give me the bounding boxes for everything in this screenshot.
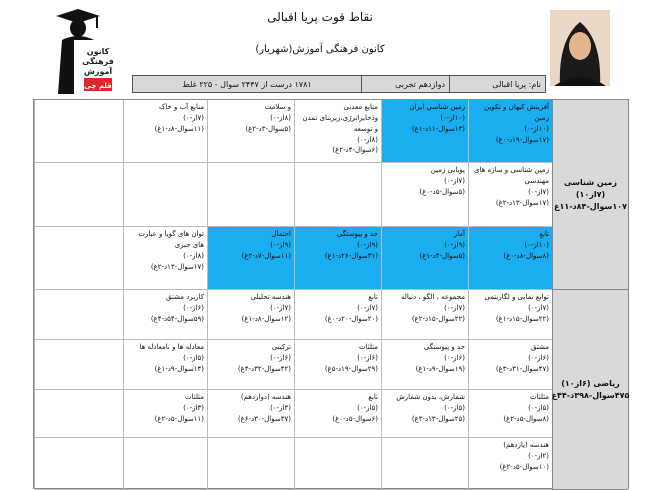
topic-stats: (۲۵سوال-۱۳د-۳غ) bbox=[411, 414, 465, 423]
topic-name: مثلثات bbox=[184, 393, 204, 401]
topic-cell bbox=[381, 227, 468, 290]
topic-rank: (۳از-۰) bbox=[183, 403, 204, 412]
topic-stats: (۲۰سوال-۲۰د-۰غ) bbox=[324, 314, 378, 323]
empty-cell bbox=[207, 438, 294, 490]
topic-name: توابع نمایی و لگاریتمی bbox=[484, 293, 549, 301]
empty-cell bbox=[34, 227, 123, 290]
score-summary: ۱۷۸۱ درست از ۲۴۴۷ سوال - ۲۲۵ غلط bbox=[182, 79, 312, 89]
topic-stats: (۲۲سوال-۱۵د-۲غ) bbox=[411, 314, 465, 323]
topic-rank: (۱۰از-۰) bbox=[524, 124, 549, 133]
topic-cell bbox=[468, 340, 552, 390]
topic-cell bbox=[468, 390, 552, 438]
topic-cell bbox=[381, 100, 468, 163]
topic-name: منابع آب و خاک bbox=[159, 103, 204, 111]
topic-name: شمارش، بدون شمارش bbox=[396, 393, 465, 401]
topic-cell bbox=[468, 100, 552, 163]
topic-name: هندسه تحلیلی bbox=[250, 293, 291, 301]
topic-cell bbox=[123, 390, 207, 438]
topic-cell bbox=[123, 100, 207, 163]
topic-cell bbox=[207, 390, 294, 438]
brand-logo bbox=[48, 6, 114, 96]
topic-stats: (۱۱سوال-۷د-۲غ) bbox=[241, 251, 291, 260]
topic-name: تابع bbox=[368, 393, 378, 401]
topic-name: مثلثات bbox=[358, 343, 378, 351]
topic-cell bbox=[123, 340, 207, 390]
topic-stats: (۱۷سوال-۱۳د-۲غ) bbox=[150, 262, 204, 271]
student-name: نام: پریا اقبالی bbox=[449, 76, 545, 92]
student-photo bbox=[550, 10, 610, 86]
topic-name: زمین شناسی ایران bbox=[409, 103, 465, 111]
student-info-bar bbox=[132, 75, 546, 93]
topic-rank: (۵از-۰) bbox=[183, 353, 204, 362]
empty-cell bbox=[123, 163, 207, 227]
topic-rank: (۱۰از-۰) bbox=[440, 113, 465, 122]
topic-name: احتمال bbox=[271, 230, 291, 238]
empty-cell bbox=[34, 100, 123, 163]
topic-stats: (۸سوال-۵د-۲غ) bbox=[503, 414, 549, 423]
topic-cell bbox=[207, 100, 294, 163]
topic-name: تابع bbox=[539, 230, 549, 238]
topic-cell bbox=[468, 438, 552, 490]
topic-name: آفرینش کیهان و تکوین زمین bbox=[484, 103, 549, 122]
topic-cell bbox=[381, 390, 468, 438]
topic-rank: (۹از-۰) bbox=[270, 240, 291, 249]
topic-stats: (۸سوال-۸د-۰غ) bbox=[503, 251, 549, 260]
topic-rank: (۷از-۰) bbox=[444, 176, 465, 185]
topic-cell bbox=[207, 227, 294, 290]
topic-cell bbox=[294, 390, 381, 438]
topic-stats: (۵سوال-۵د-۰غ) bbox=[419, 187, 465, 196]
logo-line-4: قلم چی bbox=[84, 82, 112, 90]
empty-cell bbox=[34, 340, 123, 390]
topic-rank: (۵از-۰) bbox=[528, 403, 549, 412]
empty-cell bbox=[34, 163, 123, 227]
topic-stats: (۱۷سوال-۱۳د-۲غ) bbox=[495, 198, 549, 207]
topic-name: پویایی زمین bbox=[430, 166, 465, 174]
topic-name: مثلثات bbox=[529, 393, 549, 401]
topic-stats: (۵سوال-۳د-۲غ) bbox=[245, 124, 291, 133]
topic-name: حد و پیوستگی bbox=[336, 230, 378, 238]
topic-rank: (۷از-۰) bbox=[183, 113, 204, 122]
topic-stats: (۳۷سوال-۳۰د-۶غ) bbox=[237, 414, 291, 423]
topic-stats: (۱۹سوال-۹د-۱غ) bbox=[415, 364, 465, 373]
topic-stats: (۵سوال-۴د-۱غ) bbox=[419, 251, 465, 260]
topic-stats: (۱۷سوال-۱۹د-۰غ) bbox=[495, 135, 549, 144]
topic-stats: (۳۱سوال-۲۶د-۱غ) bbox=[324, 251, 378, 260]
topic-cell bbox=[294, 290, 381, 340]
topic-name: منابع معدنی وذخایرانرژی،زیربنای تمدن و توسعه bbox=[302, 103, 378, 133]
topic-stats: (۶سوال-۵د-۰غ) bbox=[332, 414, 378, 423]
logo-line-1: کانون bbox=[86, 47, 110, 56]
topic-rank: (۸از-۰) bbox=[270, 113, 291, 122]
topic-stats: (۵۹سوال-۵۴د-۴غ) bbox=[150, 314, 204, 323]
topic-rank: (۵از-۰) bbox=[444, 403, 465, 412]
topic-rank: (۹از-۰) bbox=[444, 240, 465, 249]
topic-name: زمین شناسی و سازه های مهندسی bbox=[473, 166, 549, 185]
topic-rank: (۴از-۰) bbox=[270, 403, 291, 412]
topic-name: و سلامت bbox=[264, 103, 291, 111]
topic-rank: (۸از-۰) bbox=[183, 251, 204, 260]
topic-stats: (۱۰سوال-۵د-۲غ) bbox=[499, 462, 549, 471]
empty-cell bbox=[123, 438, 207, 490]
topic-rank: (۷از-۰) bbox=[270, 303, 291, 312]
topic-cell bbox=[381, 290, 468, 340]
topic-rank: (۶از-۰) bbox=[444, 353, 465, 362]
topic-stats: (۱۳سوال-۱۱د-۱غ) bbox=[411, 124, 465, 133]
empty-cell bbox=[294, 438, 381, 490]
topic-rank: (۷از-۰) bbox=[357, 303, 378, 312]
topic-name: تابع bbox=[368, 293, 378, 301]
topic-name: ترکیبی bbox=[271, 343, 291, 351]
topic-rank: (۷از-۰) bbox=[444, 303, 465, 312]
topic-cell bbox=[381, 163, 468, 227]
logo-line-2: فرهنگی bbox=[82, 57, 114, 66]
topic-rank: (۲از-۰) bbox=[528, 451, 549, 460]
topic-cell bbox=[468, 163, 552, 227]
topic-name: معادله ها و نامعادله ها bbox=[139, 343, 204, 351]
student-grade: دوازدهم تجربی bbox=[361, 76, 449, 92]
topic-stats: (۲۲سوال-۱۵د-۱غ) bbox=[495, 314, 549, 323]
topic-name: مجموعه ، الگو ، دنباله bbox=[400, 293, 465, 301]
topic-rank: (۱۰از-۰) bbox=[524, 240, 549, 249]
topic-name: مشتق bbox=[531, 343, 549, 351]
empty-cell bbox=[381, 438, 468, 490]
topic-cell bbox=[468, 227, 552, 290]
subject-geology: زمین شناسی (۷از۱۰) ۱۰۷سوال-۸۴د-۱۱غ bbox=[552, 100, 628, 290]
topic-name: حد و پیوستگی bbox=[423, 343, 465, 351]
topic-cell bbox=[294, 100, 381, 163]
topic-rank: (۵از-۰) bbox=[357, 403, 378, 412]
logo-line-3: آموزش bbox=[83, 67, 113, 76]
topic-rank: (۶از-۰) bbox=[357, 353, 378, 362]
topic-cell bbox=[123, 290, 207, 340]
empty-cell bbox=[207, 163, 294, 227]
empty-cell bbox=[34, 290, 123, 340]
topic-cell bbox=[294, 227, 381, 290]
topic-cell bbox=[468, 290, 552, 340]
subject-math: ریاضی (۶از۱۰) ۴۷۵سوال-۳۹۸د-۴۴غ bbox=[552, 290, 628, 490]
topic-rank: (۶از-۰) bbox=[528, 353, 549, 362]
topic-stats: (۶سوال-۴د-۲غ) bbox=[332, 146, 378, 155]
topic-rank: (۶از-۰) bbox=[183, 303, 204, 312]
topic-rank: (۶از-۰) bbox=[270, 353, 291, 362]
topic-name: کاربرد مشتق bbox=[166, 293, 204, 301]
topic-cell bbox=[294, 340, 381, 390]
topic-name: هندسه (یازدهم) bbox=[503, 441, 549, 449]
topic-cell bbox=[207, 290, 294, 340]
empty-cell bbox=[34, 438, 123, 490]
topic-stats: (۱۱سوال-۵د-۲غ) bbox=[154, 414, 204, 423]
page-subtitle: کانون فرهنگی آموزش(شهریار) bbox=[255, 44, 385, 55]
topic-stats: (۱۴سوال-۹د-۱غ) bbox=[154, 364, 204, 373]
topic-stats: (۴۲سوال-۳۲د-۴غ) bbox=[237, 364, 291, 373]
topic-rank: (۷از-۰) bbox=[528, 303, 549, 312]
topic-name: هندسه (دوازدهم) bbox=[240, 393, 291, 401]
topic-stats: (۴۷سوال-۳۱د-۳غ) bbox=[495, 364, 549, 373]
topic-cell bbox=[123, 227, 207, 290]
topic-rank: (۷از-۰) bbox=[528, 187, 549, 196]
topic-stats: (۱۱سوال-۸د-۱غ) bbox=[154, 124, 204, 133]
topic-cell bbox=[381, 340, 468, 390]
topic-name: آمار bbox=[453, 230, 465, 238]
strengths-table bbox=[33, 99, 629, 489]
topic-cell bbox=[207, 340, 294, 390]
page-title: نقاط قوت پریا اقبالی bbox=[267, 10, 373, 24]
empty-cell bbox=[34, 390, 123, 438]
empty-cell bbox=[294, 163, 381, 227]
topic-stats: (۱۲سوال-۸د-۱غ) bbox=[241, 314, 291, 323]
topic-rank: (۸از-۰) bbox=[357, 135, 378, 144]
topic-stats: (۲۹سوال-۱۹د-۵غ) bbox=[324, 364, 378, 373]
topic-rank: (۹از-۰) bbox=[357, 240, 378, 249]
topic-name: توان های گویا و عبارت های جبری bbox=[138, 230, 204, 249]
